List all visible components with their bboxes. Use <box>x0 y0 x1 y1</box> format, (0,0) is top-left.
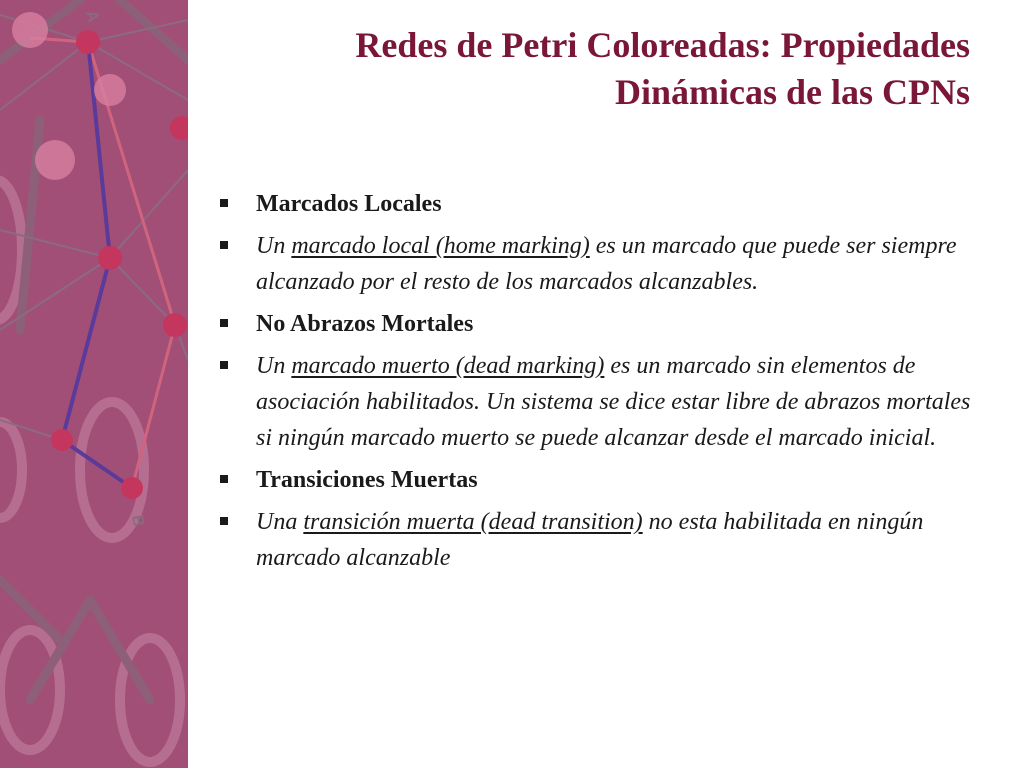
bullet-heading-marcados-locales <box>218 186 978 222</box>
decorative-sidebar <box>0 0 188 768</box>
bullet-body-marcado-muerto <box>218 348 978 456</box>
square-bullet-icon <box>220 241 228 249</box>
bullet-body-term: marcado muerto (dead marking) <box>291 353 605 379</box>
square-bullet-icon <box>220 319 228 327</box>
square-bullet-icon <box>220 199 228 207</box>
bullet-body-post: es un marcado sin elementos de asociación habilitados. Un sistema se dice estar libre de abrazos mortales si ningún marcado muerto se puede alcanzar desde el marcado inicial. <box>256 353 971 451</box>
bullet-body-pre: Un <box>256 353 292 379</box>
bullet-heading-text: No Abrazos Mortales <box>256 311 474 337</box>
bullet-heading-text: Marcados Locales <box>256 191 442 217</box>
sidebar-letter-a: A <box>82 8 102 25</box>
bullet-body-pre: Un <box>256 233 292 259</box>
square-bullet-icon <box>220 517 228 525</box>
square-bullet-icon <box>220 361 228 369</box>
petri-net-decoration <box>0 0 188 768</box>
slide-title-line2: Dinámicas de las CPNs <box>614 72 970 112</box>
slide-title-line1: Redes de Petri Coloreadas: Propiedades <box>355 25 970 65</box>
bullet-heading-text: Transiciones Muertas <box>256 467 478 493</box>
bullet-body-term: marcado local (home marking) <box>291 233 590 259</box>
bullet-body-post: no esta habilitada en ningún marcado alcanzable <box>256 509 924 571</box>
bullet-heading-no-abrazos-mortales <box>218 306 978 342</box>
bullet-body-post: es un marcado que puede ser siempre alcanzado por el resto de los marcados alcanzables. <box>256 233 957 295</box>
square-bullet-icon <box>220 475 228 483</box>
bullet-body-transicion-muerta <box>218 504 978 576</box>
bullet-body-term: transición muerta (dead transition) <box>303 509 643 535</box>
bullet-heading-transiciones-muertas <box>218 462 978 498</box>
bullet-list <box>218 186 978 576</box>
bullet-body-marcado-local <box>218 228 978 300</box>
sidebar-letter-b: B <box>128 513 147 529</box>
slide-title <box>200 22 970 116</box>
bullet-body-pre: Una <box>256 509 304 535</box>
